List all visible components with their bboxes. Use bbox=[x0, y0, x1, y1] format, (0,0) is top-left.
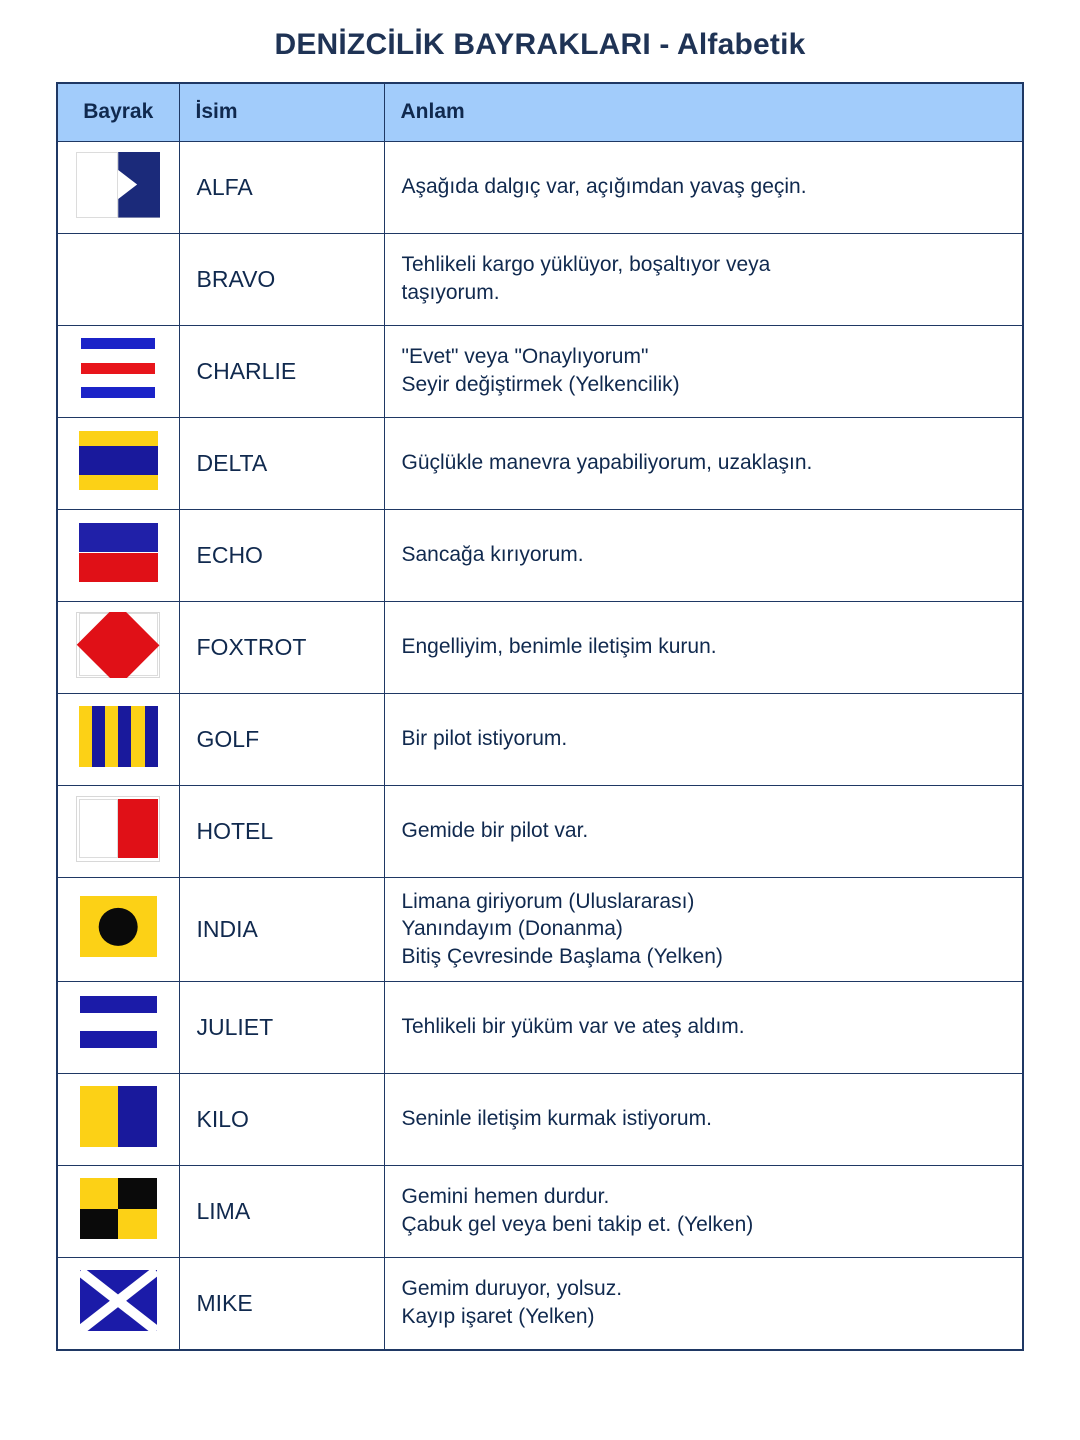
flag-hotel-icon bbox=[76, 796, 160, 862]
table-row bbox=[57, 141, 1023, 233]
flag-cell bbox=[57, 693, 179, 785]
column-header-flag: Bayrak bbox=[57, 83, 179, 141]
meaning-line: Kayıp işaret (Yelken) bbox=[401, 1305, 595, 1329]
meaning-line: Bir pilot istiyorum. bbox=[401, 727, 568, 751]
flag-echo-icon bbox=[76, 520, 160, 586]
meaning-line: Sancağa kırıyorum. bbox=[401, 543, 584, 567]
flag-name-cell: FOXTROT bbox=[179, 601, 384, 693]
flag-name-cell: BRAVO bbox=[179, 233, 384, 325]
flag-meaning-cell bbox=[384, 233, 1023, 325]
table-header-row bbox=[57, 83, 1023, 141]
flag-name-cell: ALFA bbox=[179, 141, 384, 233]
meaning-line: Seyir değiştirmek (Yelkencilik) bbox=[401, 373, 680, 396]
flag-name-cell: MIKE bbox=[179, 1257, 384, 1350]
flag-cell bbox=[57, 325, 179, 417]
table-header bbox=[57, 83, 1023, 141]
table-row bbox=[57, 1073, 1023, 1165]
meaning-line: Güçlükle manevra yapabiliyorum, uzaklaşın. bbox=[401, 451, 813, 475]
table-row bbox=[57, 1165, 1023, 1257]
flag-kilo-icon bbox=[76, 1084, 160, 1150]
flag-meaning-cell bbox=[384, 509, 1023, 601]
table-row bbox=[57, 509, 1023, 601]
flag-name-cell: DELTA bbox=[179, 417, 384, 509]
flag-meaning-cell bbox=[384, 693, 1023, 785]
table-row bbox=[57, 601, 1023, 693]
meaning-line: taşıyorum. bbox=[401, 281, 500, 304]
flag-meaning-cell bbox=[384, 325, 1023, 417]
flag-cell bbox=[57, 1073, 179, 1165]
meaning-line: Bitiş Çevresinde Başlama (Yelken) bbox=[401, 944, 723, 968]
flag-juliet-icon bbox=[76, 992, 160, 1058]
table-body bbox=[57, 141, 1023, 1350]
flag-cell bbox=[57, 981, 179, 1073]
flag-name-cell: INDIA bbox=[179, 877, 384, 981]
flag-meaning-cell bbox=[384, 417, 1023, 509]
flag-name-cell: HOTEL bbox=[179, 785, 384, 877]
flag-name-cell: GOLF bbox=[179, 693, 384, 785]
flag-delta-icon bbox=[76, 428, 160, 494]
flag-name-cell: ECHO bbox=[179, 509, 384, 601]
flag-name-cell: CHARLIE bbox=[179, 325, 384, 417]
table-row bbox=[57, 325, 1023, 417]
meaning-line: "Evet" veya "Onaylıyorum" bbox=[401, 345, 649, 369]
flag-meaning-cell bbox=[384, 601, 1023, 693]
flag-meaning-cell bbox=[384, 1165, 1023, 1257]
flag-foxtrot-icon bbox=[76, 612, 160, 678]
meaning-line: Gemide bir pilot var. bbox=[401, 819, 589, 843]
flag-bravo-icon bbox=[76, 244, 160, 310]
meaning-line: Engelliyim, benimle iletişim kurun. bbox=[401, 635, 717, 659]
meaning-line: Çabuk gel veya beni takip et. (Yelken) bbox=[401, 1213, 754, 1237]
flag-meaning-cell bbox=[384, 877, 1023, 981]
table-row bbox=[57, 877, 1023, 981]
table-row bbox=[57, 785, 1023, 877]
flag-india-icon bbox=[76, 894, 160, 960]
flags-table-container bbox=[56, 82, 1024, 1351]
flag-cell bbox=[57, 417, 179, 509]
flag-meaning-cell bbox=[384, 1257, 1023, 1350]
flag-cell bbox=[57, 509, 179, 601]
page-title: DENİZCİLİK BAYRAKLARI - Alfabetik bbox=[274, 28, 806, 61]
meaning-line: Tehlikeli kargo yüklüyor, boşaltıyor veya bbox=[401, 253, 771, 277]
table-row bbox=[57, 233, 1023, 325]
meaning-line: Aşağıda dalgıç var, açığımdan yavaş geçin. bbox=[401, 175, 807, 199]
flag-mike-icon bbox=[76, 1268, 160, 1334]
table-row bbox=[57, 693, 1023, 785]
flag-name-cell: JULIET bbox=[179, 981, 384, 1073]
flag-cell bbox=[57, 1165, 179, 1257]
maritime-flags-table bbox=[56, 82, 1024, 1351]
meaning-line: Gemim duruyor, yolsuz. bbox=[401, 1277, 623, 1301]
flag-cell bbox=[57, 141, 179, 233]
table-row bbox=[57, 417, 1023, 509]
flag-meaning-cell bbox=[384, 785, 1023, 877]
flag-cell bbox=[57, 1257, 179, 1350]
flag-charlie-icon bbox=[76, 336, 160, 402]
flag-name-cell: KILO bbox=[179, 1073, 384, 1165]
flag-cell bbox=[57, 877, 179, 981]
column-header-meaning: Anlam bbox=[384, 83, 1023, 141]
flag-cell bbox=[57, 233, 179, 325]
meaning-line: Limana giriyorum (Uluslararası) bbox=[401, 889, 695, 913]
table-row bbox=[57, 1257, 1023, 1350]
column-header-name: İsim bbox=[179, 83, 384, 141]
flag-cell bbox=[57, 601, 179, 693]
meaning-line: Seninle iletişim kurmak istiyorum. bbox=[401, 1107, 712, 1131]
flag-meaning-cell bbox=[384, 141, 1023, 233]
flag-alfa-icon bbox=[76, 152, 160, 218]
meaning-line: Gemini hemen durdur. bbox=[401, 1185, 610, 1209]
flag-lima-icon bbox=[76, 1176, 160, 1242]
flag-golf-icon bbox=[76, 704, 160, 770]
meaning-line: Tehlikeli bir yüküm var ve ateş aldım. bbox=[401, 1015, 745, 1039]
table-row bbox=[57, 981, 1023, 1073]
flag-meaning-cell bbox=[384, 981, 1023, 1073]
flag-cell bbox=[57, 785, 179, 877]
flag-meaning-cell bbox=[384, 1073, 1023, 1165]
meaning-line: Yanındayım (Donanma) bbox=[401, 917, 623, 941]
flag-name-cell: LIMA bbox=[179, 1165, 384, 1257]
